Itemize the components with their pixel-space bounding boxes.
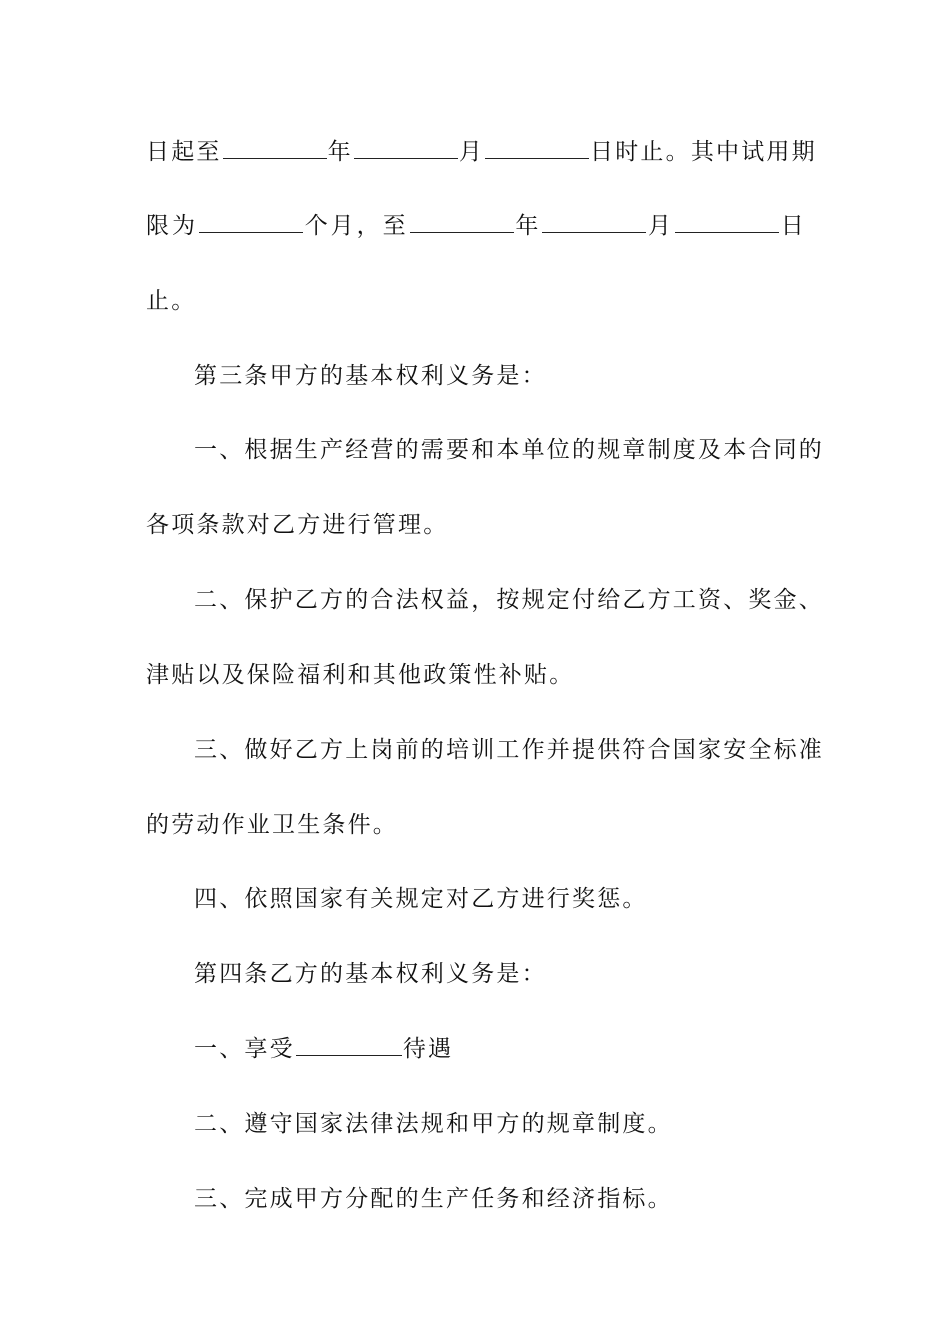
probation-term-line (146, 206, 806, 246)
day-blank (485, 140, 589, 159)
paragraph-line: 止。 (146, 288, 197, 314)
text-segment: 待遇 (402, 1036, 454, 1062)
paragraph-line: 津贴以及保险福利和其他政策性补贴。 (146, 662, 575, 688)
text-segment: 年 (514, 213, 542, 239)
text-segment: 一、享受 (194, 1036, 295, 1062)
text-segment: 个月，至 (303, 213, 409, 239)
paragraph-line: 各项条款对乙方进行管理。 (146, 512, 449, 538)
paragraph-line: 二、遵守国家法律法规和甲方的规章制度。 (194, 1111, 673, 1137)
text-segment: 日时止。其中试用期 (590, 139, 817, 165)
benefit-line (194, 1029, 806, 1069)
text-segment: 月 (647, 213, 675, 239)
paragraph-line: 三、做好乙方上岗前的培训工作并提供符合国家安全标准 (194, 737, 824, 763)
text-segment: 年 (327, 139, 353, 165)
article-heading: 第四条乙方的基本权利义务是： (194, 961, 547, 987)
text-segment: 日起至 (146, 139, 222, 165)
contract-term-line (146, 132, 817, 172)
month-blank (542, 214, 646, 233)
probation-months-blank (199, 214, 303, 233)
month-blank (354, 140, 458, 159)
text-segment: 月 (458, 139, 485, 165)
paragraph-line: 一、根据生产经营的需要和本单位的规章制度及本合同的 (194, 437, 824, 463)
paragraph-line: 四、依照国家有关规定对乙方进行奖惩。 (194, 886, 648, 912)
paragraph-line: 的劳动作业卫生条件。 (146, 812, 398, 838)
text-segment: 限为 (146, 213, 198, 239)
year-blank (223, 140, 327, 159)
text-segment: 日 (780, 213, 806, 239)
paragraph-line: 三、完成甲方分配的生产任务和经济指标。 (194, 1186, 673, 1212)
article-heading: 第三条甲方的基本权利义务是： (194, 363, 547, 389)
year-blank (410, 214, 514, 233)
treatment-blank (296, 1037, 402, 1056)
paragraph-line: 二、保护乙方的合法权益，按规定付给乙方工资、奖金、 (194, 587, 824, 613)
day-blank (675, 214, 779, 233)
